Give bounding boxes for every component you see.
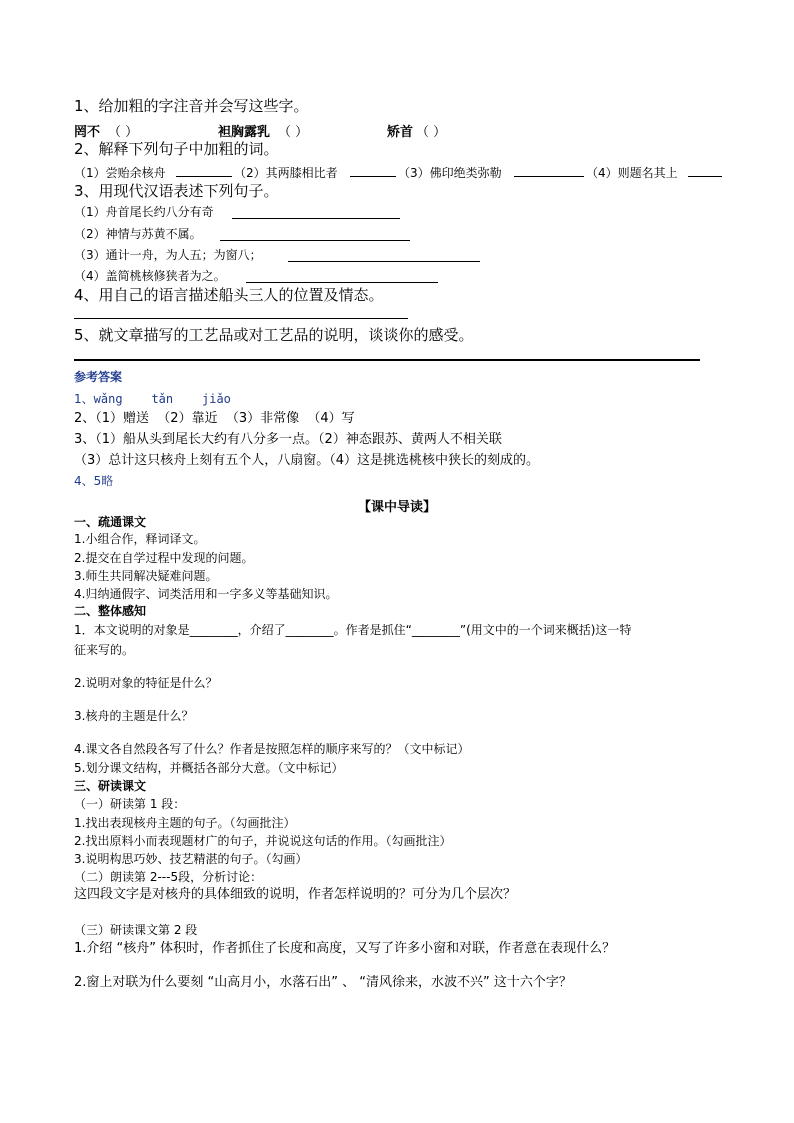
q2-blank-2 [350,176,396,177]
section-2-q3: 3.核舟的主题是什么？ [74,709,194,723]
section-3-sub-3: （三）研读课文第 2 段 [74,923,198,937]
q3-blank-1 [232,218,400,219]
section-2-q1-line-2: 征来写的。 [74,643,135,657]
section-1-item-2: 2.提交在自学过程中发现的问题。 [74,551,254,565]
section-3-sub-1-item-3: 3.说明构思巧妙、技艺精湛的句子。（勾画） [74,852,308,866]
section-1-item-4: 4.归纳通假字、词类活用和一字多义等基础知识。 [74,587,338,601]
section-2-q5: 5.划分课文结构，并概括各部分大意。（文中标记） [74,761,344,775]
section-3-sub-2-text: 这四段文字是对核舟的具体细致的说明，作者怎样说明的？可分为几个层次？ [74,887,517,902]
q1-paren-3: （ ） [416,125,447,140]
section-2-q2: 2.说明对象的特征是什么？ [74,676,218,690]
q2-item-1: （1）尝贻余核舟 [74,166,166,180]
q1-word-3: 矫首 [387,125,414,140]
q3-blank-2 [220,240,410,241]
answer-3-line-2: （3）总计这只核舟上刻有五个人，八扇窗。（4）这是挑选桃核中狭长的刻成的。 [74,453,540,468]
q2-blank-1 [176,176,232,177]
section-1-item-1: 1.小组合作，释词译文。 [74,532,206,546]
q4-blank [74,318,408,319]
section-1-item-3: 3.师生共同解决疑难问题。 [74,569,218,583]
section-3-sub-1-item-1: 1.找出表现核舟主题的句子。（勾画批注） [74,816,296,830]
question-3: 3、用现代汉语表述下列句子。 [74,182,279,200]
answer-3-line-1: 3、（1）船从头到尾长大约有八分多一点。（2）神态跟苏、黄两人不相关联 [74,432,502,447]
q2-blank-4 [688,176,722,177]
q2-blank-3 [514,176,584,177]
section-2-heading: 二、整体感知 [74,604,147,618]
question-2: 2、解释下列句子中加粗的词。 [74,140,279,158]
section-3-sub-1-item-2: 2.找出原料小而表现题材广的句子，并说说这句话的作用。（勾画批注） [74,834,452,848]
question-4: 4、用自己的语言描述船头三人的位置及情态。 [74,286,384,304]
q1-paren-2: （ ） [278,125,309,140]
q3-item-2: （2）神情与苏黄不属。 [74,227,202,241]
section-3-sub-3-q1: 1.介绍 “核舟” 体积时，作者抓住了长度和高度，又写了许多小窗和对联，作者意在表现什么？ [74,941,616,956]
answer-2: 2、（1）赠送 （2）靠近 （3）非常像 （4）写 [74,411,355,426]
q3-item-4: （4）盖简桃核修狭者为之。 [74,269,226,283]
answer-1-pinyin: wǎng tǎn jiǎo [93,392,231,406]
q1-word-1: 罔不 [74,125,101,140]
answer-1 [74,393,231,405]
q2-item-4: （4）则题名其上 [586,166,678,180]
q3-blank-3 [288,261,480,262]
question-5: 5、就文章描写的工艺品或对工艺品的说明，谈谈你的感受。 [74,326,474,344]
q5-blank [74,359,700,361]
section-2-q4: 4.课文各自然段各写了什么？作者是按照怎样的顺序来写的？（文中标记） [74,742,470,756]
section-1-heading: 一、疏通课文 [74,515,147,529]
guide-title: 【课中导读】 [357,500,436,515]
section-3-sub-3-q2: 2.窗上对联为什么要刻 “山高月小，水落石出” 、 “清风徐来，水波不兴” 这十六个字？ [74,975,572,990]
q3-item-1: （1）舟首尾长约八分有奇 [74,205,214,219]
question-1: 1、给加粗的字注音并会写这些字。 [74,97,309,115]
answer-4-5: 4、5略 [74,474,114,488]
section-3-heading: 三、研读课文 [74,779,147,793]
q2-item-2: （2）其两膝相比者 [234,166,338,180]
q1-word-2: 袒胸露乳 [218,125,271,140]
answers-heading: 参考答案 [74,370,123,384]
q1-paren-1: （ ） [108,125,139,140]
section-3-sub-2: （二）朗读第 2---5段，分析讨论： [74,870,263,884]
section-2-q1-line-1: 1．本文说明的对象是________，介绍了________。作者是抓住“________”(用文中的一个词来概括)这一特 [74,623,632,637]
q2-item-3: （3）佛印绝类弥勒 [398,166,502,180]
section-3-sub-1: （一）研读第 1 段： [74,797,186,811]
q3-blank-4 [246,282,438,283]
q3-item-3: （3）通计一舟，为人五；为窗八； [74,248,262,262]
answer-1-prefix: 1、 [74,392,94,406]
